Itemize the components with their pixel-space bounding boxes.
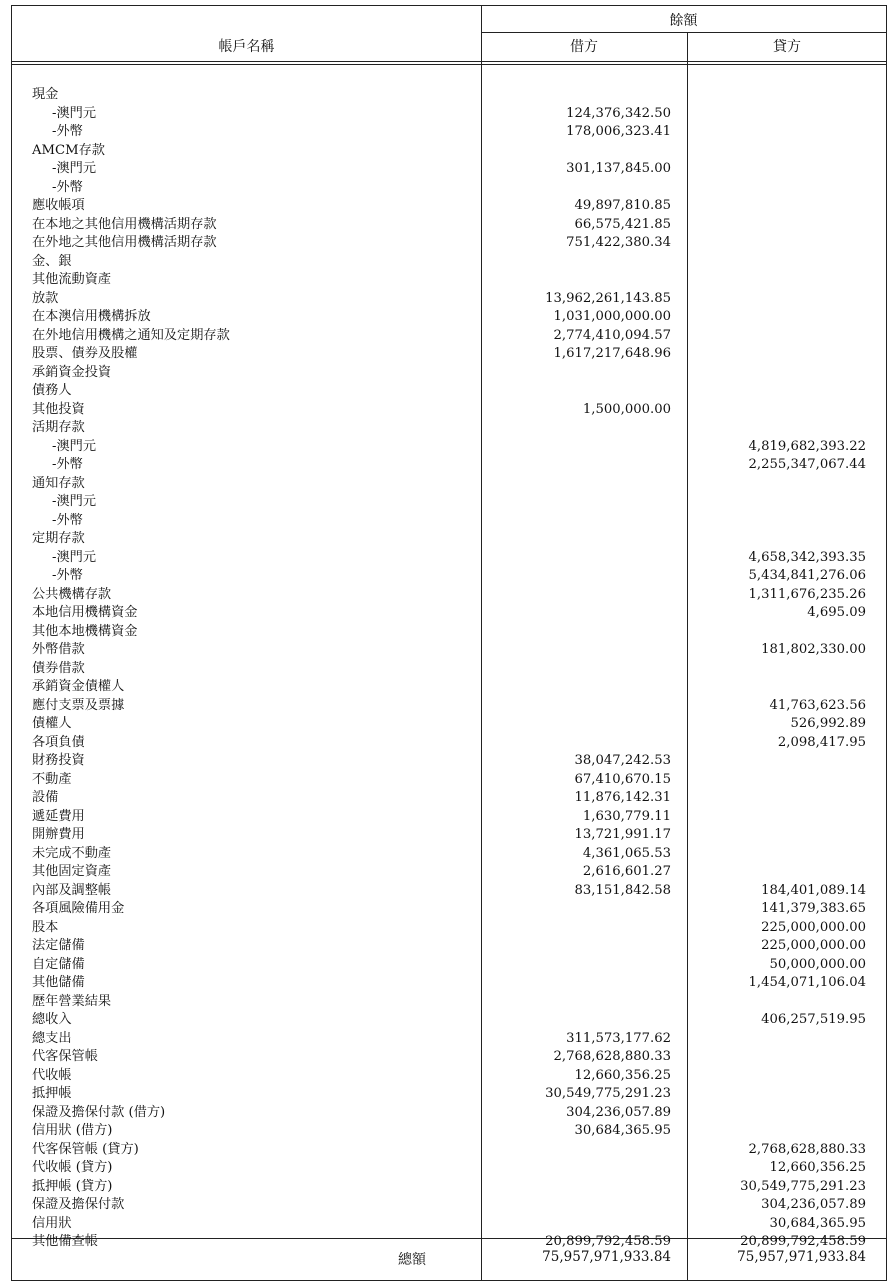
account-name: 通知存款: [32, 475, 85, 491]
account-name: 債權人: [32, 716, 72, 731]
header-credit: 貸方: [773, 39, 801, 55]
credit-amount: 225,000,000.00: [761, 919, 866, 935]
debit-amount: 311,573,177.62: [566, 1030, 671, 1046]
table-row: [12, 530, 886, 548]
account-name: 其他備查帳: [32, 1234, 98, 1249]
table-row: [12, 382, 886, 400]
account-name: -澳門元: [52, 105, 97, 121]
debit-amount: 30,549,775,291.23: [545, 1086, 671, 1101]
credit-amount: 4,695.09: [807, 605, 866, 620]
total-credit: 75,957,971,933.84: [737, 1249, 866, 1265]
account-name: 總支出: [32, 1030, 72, 1046]
credit-amount: 406,257,519.95: [761, 1012, 866, 1027]
table-row: [12, 345, 886, 363]
credit-amount: 304,236,057.89: [761, 1197, 866, 1212]
table-row: [12, 475, 886, 493]
table-row: [12, 826, 886, 844]
credit-amount: 181,802,330.00: [761, 642, 866, 657]
table-row: [12, 308, 886, 326]
table-row: [12, 290, 886, 308]
credit-amount: 141,379,383.65: [761, 901, 866, 916]
credit-amount: 5,434,841,276.06: [748, 568, 866, 583]
credit-amount: 1,454,071,106.04: [748, 975, 866, 990]
credit-amount: 2,098,417.95: [777, 734, 866, 750]
credit-amount: 2,768,628,880.33: [748, 1141, 866, 1157]
table-row: [12, 697, 886, 715]
table-row: [12, 493, 886, 511]
table-row: [12, 105, 886, 123]
debit-amount: 1,031,000,000.00: [553, 309, 671, 324]
account-name: 歷年營業結果: [32, 993, 112, 1009]
table-row: [12, 882, 886, 900]
account-name: 財務投資: [32, 753, 85, 768]
account-name: 承銷資金債權人: [32, 679, 125, 694]
debit-amount: 83,151,842.58: [574, 882, 671, 898]
debit-amount: 2,768,628,880.33: [553, 1049, 671, 1064]
account-name: 各項負債: [32, 734, 85, 750]
table-row: [12, 364, 886, 382]
account-name: 各項風險備用金: [32, 901, 125, 916]
table-row: [12, 604, 886, 622]
table-row: [12, 86, 886, 104]
credit-amount: 2,255,347,067.44: [748, 457, 866, 472]
account-name: 保證及擔保付款: [32, 1197, 125, 1212]
table-row: [12, 567, 886, 585]
account-name: 公共機構存款: [32, 586, 112, 602]
debit-amount: 1,617,217,648.96: [553, 346, 671, 361]
debit-amount: 13,962,261,143.85: [545, 290, 671, 306]
debit-amount: 38,047,242.53: [574, 753, 671, 768]
trial-balance-table: [11, 5, 887, 1281]
credit-amount: 41,763,623.56: [769, 697, 866, 713]
header-divider-balance: [481, 32, 886, 33]
account-name: 其他儲備: [32, 975, 85, 990]
table-row: [12, 253, 886, 271]
header-account-name: 帳戶名稱: [218, 39, 275, 55]
total-debit: 75,957,971,933.84: [542, 1249, 671, 1265]
debit-amount: 49,897,810.85: [574, 198, 671, 213]
account-name: 自定儲備: [32, 956, 85, 972]
table-row: [12, 1122, 886, 1140]
debit-amount: 1,500,000.00: [582, 401, 671, 417]
account-name: 其他本地機構資金: [32, 623, 138, 639]
table-row: [12, 900, 886, 918]
debit-amount: 66,575,421.85: [574, 216, 671, 232]
table-row: [12, 327, 886, 345]
table-row: [12, 937, 886, 955]
header-divider: [12, 61, 886, 62]
table-row: [12, 1104, 886, 1122]
table-row: [12, 863, 886, 881]
header-balance: 餘額: [669, 13, 698, 29]
account-name: -澳門元: [52, 494, 97, 509]
account-name: 保證及擔保付款 (借方): [32, 1104, 166, 1120]
table-row: [12, 919, 886, 937]
account-name: -外幣: [52, 568, 83, 583]
debit-amount: 124,376,342.50: [566, 105, 671, 121]
debit-amount: 30,684,365.95: [574, 1123, 671, 1138]
credit-amount: 50,000,000.00: [769, 956, 866, 972]
table-row: [12, 1196, 886, 1214]
table-row: [12, 956, 886, 974]
credit-amount: 12,660,356.25: [769, 1160, 866, 1175]
debit-amount: 178,006,323.41: [566, 124, 671, 139]
account-name: 信用狀: [32, 1215, 72, 1231]
table-row: [12, 401, 886, 419]
table-row: [12, 771, 886, 789]
account-name: -外幣: [52, 457, 83, 472]
debit-amount: 751,422,380.34: [566, 235, 671, 250]
table-row: [12, 789, 886, 807]
table-row: [12, 1215, 886, 1233]
table-row: [12, 160, 886, 178]
table-row: [12, 197, 886, 215]
account-name: 其他投資: [32, 401, 85, 417]
table-row: [12, 123, 886, 141]
debit-amount: 20,899,792,458.59: [545, 1234, 671, 1249]
table-row: [12, 1048, 886, 1066]
table-row: [12, 1159, 886, 1177]
table-row: [12, 179, 886, 197]
table-row: [12, 1067, 886, 1085]
debit-amount: 13,721,991.17: [574, 827, 671, 842]
debit-amount: 4,361,065.53: [582, 845, 671, 861]
account-name: 代客保管帳: [32, 1049, 98, 1064]
account-name: 股票、債券及股權: [32, 346, 138, 361]
account-name: 現金: [32, 87, 59, 102]
account-name: 在本地之其他信用機構活期存款: [32, 216, 217, 232]
account-name: -澳門元: [52, 438, 97, 454]
debit-amount: 2,774,410,094.57: [553, 327, 671, 343]
account-name: 承銷資金投資: [32, 364, 112, 380]
table-row: [12, 586, 886, 604]
account-name: 活期存款: [32, 420, 85, 435]
account-name: 定期存款: [32, 531, 85, 546]
account-name: 應付支票及票據: [32, 697, 125, 713]
account-name: 抵押帳: [32, 1086, 72, 1101]
account-name: AMCM存款: [32, 142, 105, 158]
table-row: [12, 715, 886, 733]
account-name: 放款: [32, 290, 59, 306]
account-name: 信用狀 (借方): [32, 1123, 113, 1138]
account-name: 代客保管帳 (貸方): [32, 1141, 139, 1157]
table-row: [12, 549, 886, 567]
table-row: [12, 1178, 886, 1196]
credit-amount: 184,401,089.14: [761, 882, 866, 898]
debit-amount: 11,876,142.31: [574, 790, 671, 805]
account-name: 在外地信用機構之通知及定期存款: [32, 327, 230, 343]
credit-amount: 20,899,792,458.59: [740, 1234, 866, 1249]
table-row: [12, 845, 886, 863]
account-name: 代收帳: [32, 1067, 72, 1083]
table-row: [12, 438, 886, 456]
credit-amount: 526,992.89: [790, 716, 866, 731]
table-row: [12, 734, 886, 752]
account-name: 債券借款: [32, 660, 85, 676]
header-divider-double: [12, 64, 886, 65]
account-name: -外幣: [52, 512, 83, 528]
account-name: 外幣借款: [32, 642, 85, 657]
account-name: -澳門元: [52, 549, 97, 565]
account-name: 未完成不動產: [32, 845, 112, 861]
table-row: [12, 271, 886, 289]
account-name: 設備: [32, 790, 59, 805]
account-name: 其他流動資產: [32, 272, 112, 287]
debit-amount: 1,630,779.11: [582, 808, 671, 824]
account-name: 債務人: [32, 383, 72, 398]
table-row: [12, 512, 886, 530]
debit-amount: 301,137,845.00: [566, 161, 671, 176]
table-row: [12, 678, 886, 696]
account-name: 金、銀: [32, 253, 72, 269]
table-row: [12, 808, 886, 826]
table-row: [12, 623, 886, 641]
table-row: [12, 216, 886, 234]
credit-amount: 1,311,676,235.26: [748, 586, 866, 602]
table-row: [12, 1141, 886, 1159]
header-debit: 借方: [570, 39, 598, 55]
debit-amount: 2,616,601.27: [582, 864, 671, 879]
account-name: 遞延費用: [32, 808, 85, 824]
account-name: 在本澳信用機構拆放: [32, 309, 151, 324]
account-name: 總收入: [32, 1012, 72, 1027]
account-name: 代收帳 (貸方): [32, 1160, 113, 1175]
account-name: 抵押帳 (貸方): [32, 1178, 113, 1194]
table-row: [12, 456, 886, 474]
table-row: [12, 993, 886, 1011]
account-name: 本地信用機構資金: [32, 605, 138, 620]
account-name: 在外地之其他信用機構活期存款: [32, 235, 217, 250]
account-name: 法定儲備: [32, 938, 85, 953]
credit-amount: 4,819,682,393.22: [748, 438, 866, 454]
account-name: 不動產: [32, 771, 72, 787]
table-row: [12, 974, 886, 992]
account-name: 應收帳項: [32, 198, 85, 213]
table-row: [12, 142, 886, 160]
account-name: 股本: [32, 919, 59, 935]
account-name: -外幣: [52, 179, 83, 195]
table-row: [12, 234, 886, 252]
table-row: [12, 641, 886, 659]
table-row: [12, 660, 886, 678]
account-name: 內部及調整帳: [32, 882, 112, 898]
table-row: [12, 419, 886, 437]
credit-amount: 30,684,365.95: [769, 1215, 866, 1231]
credit-amount: 30,549,775,291.23: [740, 1178, 866, 1194]
debit-amount: 304,236,057.89: [566, 1104, 671, 1120]
debit-amount: 12,660,356.25: [574, 1067, 671, 1083]
table-row: [12, 1085, 886, 1103]
account-name: -外幣: [52, 124, 83, 139]
table-row: [12, 1030, 886, 1048]
debit-amount: 67,410,670.15: [574, 771, 671, 787]
table-row: [12, 752, 886, 770]
account-name: 開辦費用: [32, 827, 85, 842]
table-row: [12, 1011, 886, 1029]
total-label: 總額: [398, 1252, 426, 1268]
credit-amount: 4,658,342,393.35: [748, 549, 866, 565]
account-name: 其他固定資產: [32, 864, 112, 879]
account-name: -澳門元: [52, 161, 97, 176]
credit-amount: 225,000,000.00: [761, 938, 866, 953]
